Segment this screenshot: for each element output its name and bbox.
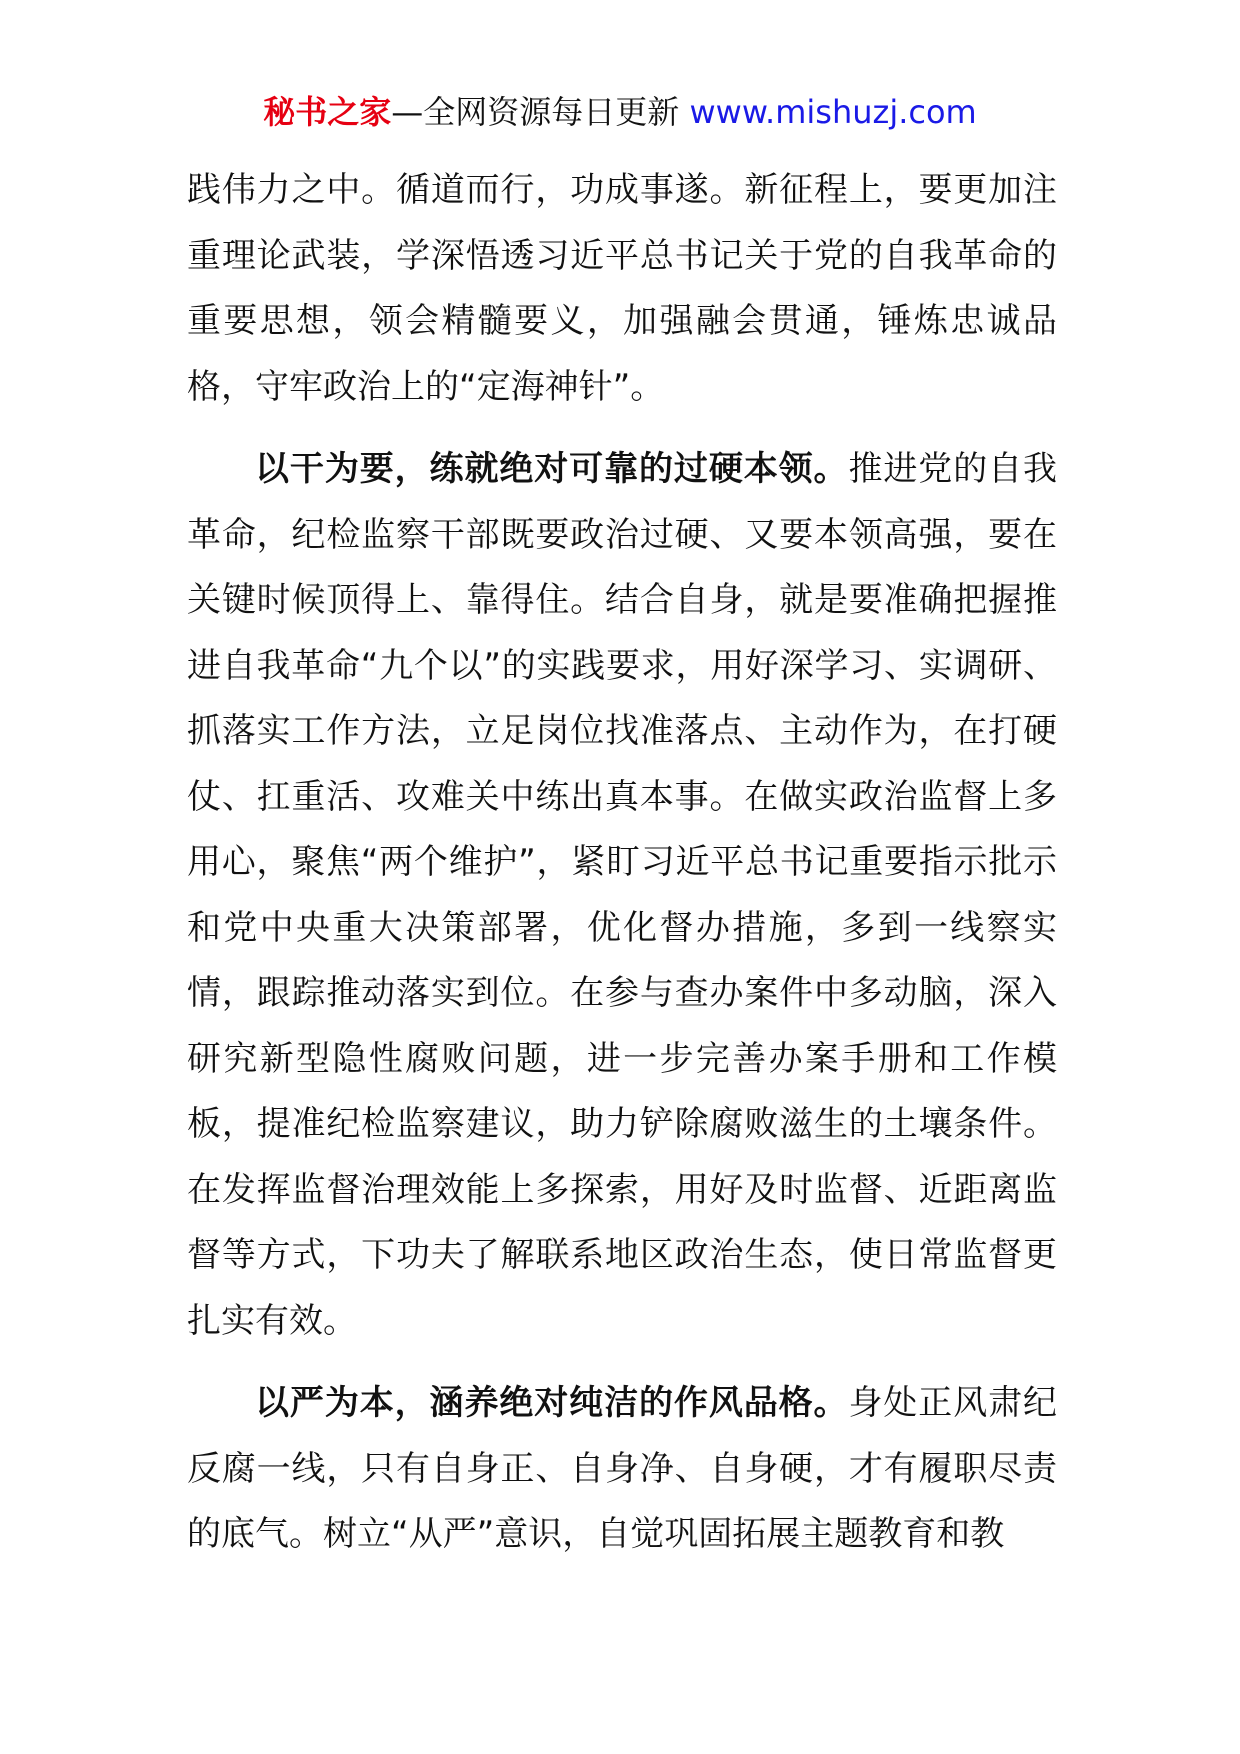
paragraph-conduct	[187, 1371, 1057, 1568]
paragraph-text: 践伟力之中。循道而行，功成事遂。新征程上，要更加注重理论武装，学深悟透习近平总书记关于党的自我革命的重要思想，领会精髓要义，加强融会贯通，锤炼忠诚品格，守牢政治上的“定海神针”。	[187, 170, 1057, 407]
paragraph-text: 推进党的自我革命，纪检监察干部既要政治过硬、又要本领高强，要在关键时候顶得上、靠得住。结合自身，就是要准确把握推进自我革命“九个以”的实践要求，用好深学习、实调研、抓落实工作方法，立足岗位找准落点、主动作为，在打硬仗、扛重活、攻难关中练出真本事。在做实政治监督上多用心，聚焦“两个维护”，紧盯习近平总书记重要指示批示和党中央重大决策部署，优化督办措施，多到一线察实情，跟踪推动落实到位。在参与查办案件中多动脑，深入研究新型隐性腐败问题，进一步完善办案手册和工作模板，提准纪检监察建议，助力铲除腐败滋生的土壤条件。在发挥监督治理效能上多探索，用好及时监督、近距离监督等方式，下功夫了解联系地区政治生态，使日常监督更扎实有效。	[187, 449, 1058, 1341]
paragraph-heading: 以干为要，练就绝对可靠的过硬本领。	[255, 449, 849, 489]
header-url-link[interactable]: www.mishuzj.com	[689, 93, 977, 131]
paragraph-skills	[187, 437, 1057, 1354]
paragraph-spacer	[187, 1354, 1057, 1371]
page-header	[0, 90, 1240, 134]
paragraph-continued	[187, 158, 1057, 420]
paragraph-spacer	[187, 420, 1057, 437]
brand-name: 秘书之家	[263, 93, 392, 131]
document-body	[187, 158, 1057, 1568]
header-tagline: —全网资源每日更新	[391, 93, 680, 131]
paragraph-heading: 以严为本，涵养绝对纯洁的作风品格。	[255, 1383, 849, 1423]
paragraph-text: 身处正风肃纪反腐一线，只有自身正、自身净、自身硬，才有履职尽责的底气。树立“从严”意识，自觉巩固拓展主题教育和教	[187, 1383, 1058, 1554]
